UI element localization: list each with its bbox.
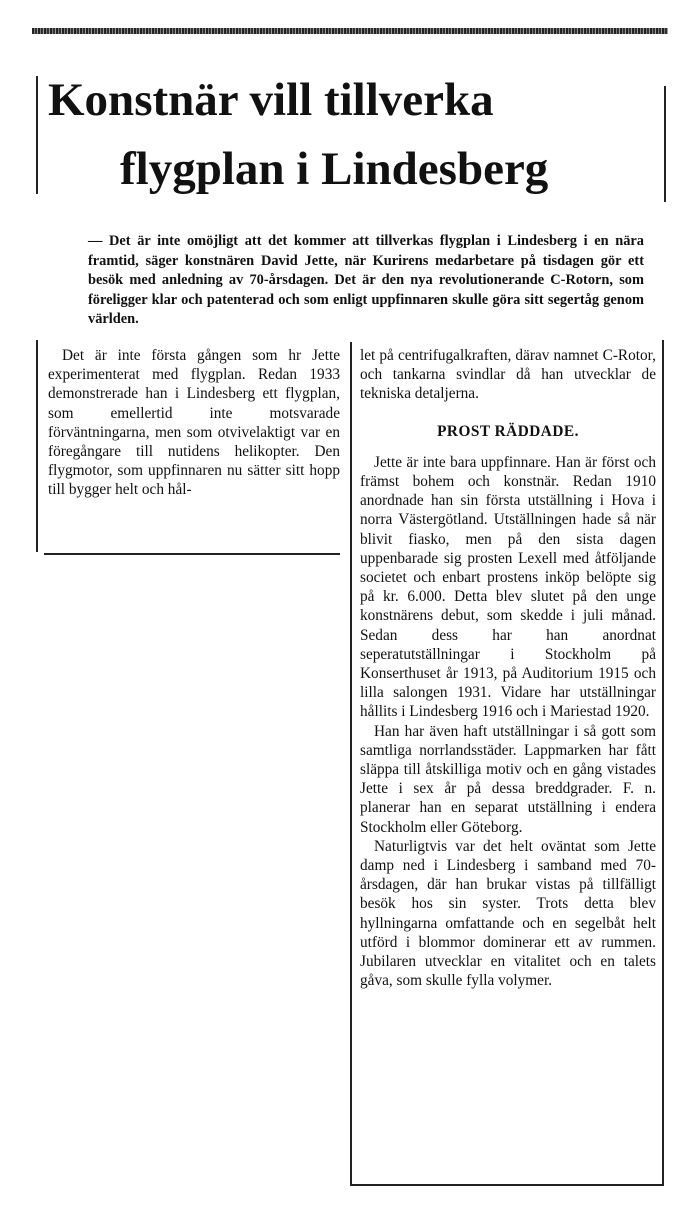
column-1-paragraph: Det är inte första gången som hr Jette experimenterat med flygplan. Redan 1933 demonstrerade han i Lindesberg ett flygplan, som emellertid inte motsvarade förväntningarna, men som otvivelaktigt var en föregångare till nutidens helikopter. Den flygmotor, som uppfinnaren nu sätter sitt hopp till bygger helt och hål-: [48, 347, 340, 499]
column-2: [360, 346, 656, 991]
subheading: PROST RÄDDADE.: [437, 422, 579, 440]
lead-paragraph: [88, 232, 644, 330]
col1-bottom-rule: [44, 553, 340, 555]
col2-bottom-rule: [352, 1184, 662, 1186]
headline: [44, 70, 664, 200]
col2-right-rule: [662, 340, 664, 1186]
headline-right-rule: [664, 86, 666, 202]
column-2-paragraph-1: Jette är inte bara uppfinnare. Han är först och främst bohem och konstnär. Redan 1910 anordnade han sin första utställning i Hova i norra Västergötland. Utställningen hade så när blivit fiasko, men på den sista dagen uppenbarade sig prosten Lexell med åtföljande societet och enbart prostens inköp belöpte sig på kr. 6.000. Detta blev slutet på den unge konstnärens debut, som skedde i juli månad. Sedan dess har han anordnat seperatutställningar i Stockholm på Konserthuset år 1913, på Auditorium 1915 och lilla salongen 1931. Vidare har utställningar hållits i Lindesberg 1916 och i Mariestad 1920.: [360, 453, 656, 721]
lead-text: — Det är inte omöjligt att det kommer att tillverkas flygplan i Lindesberg i en nära framtid, säger konstnären David Jette, när Kurirens medarbetare på tisdagen gör ett besök med anledning av 70-årsdagen. Det är den nya revolutionerande C-Rotorn, som föreligger klar och patenterad och som enligt uppfinnaren skulle göra sitt segertåg genom världen.: [88, 233, 644, 327]
headline-line-1: Konstnär vill tillverka: [48, 74, 494, 126]
column-2-paragraph-2: Han har även haft utställningar i så gott som samtliga norrlandsstäder. Lappmarken har fått släppa till åtskilliga motiv och en gång vistades Jette i sex år på dessa breddgrader. F. n. planerar han en separat utställning i endera Stockholm eller Göteborg.: [360, 722, 656, 836]
col1-left-rule: [36, 340, 38, 552]
headline-line-2: flygplan i Lindesberg: [120, 143, 549, 196]
column-divider: [350, 342, 352, 1186]
column-2-continuation: let på centrifugalkraften, därav namnet C-Rotor, och tankarna svindlar då han utvecklar de tekniska detaljerna.: [360, 347, 656, 403]
column-2-paragraph-3: Naturligtvis var det helt oväntat som Jette damp ned i Lindesberg i samband med 70-årsdagen, där han brukar vistas på tillfälligt besök hos sin syster. Trots detta blev hyllningarna omfattande och en segelbåt helt utförd i blommor dominerar ett av rummen. Jubilaren utvecklar en vitalitet och en talets gåva, som skulle fylla volymer.: [360, 837, 656, 990]
column-1: [48, 346, 340, 500]
headline-left-rule: [36, 76, 38, 194]
top-rule: [32, 28, 668, 34]
